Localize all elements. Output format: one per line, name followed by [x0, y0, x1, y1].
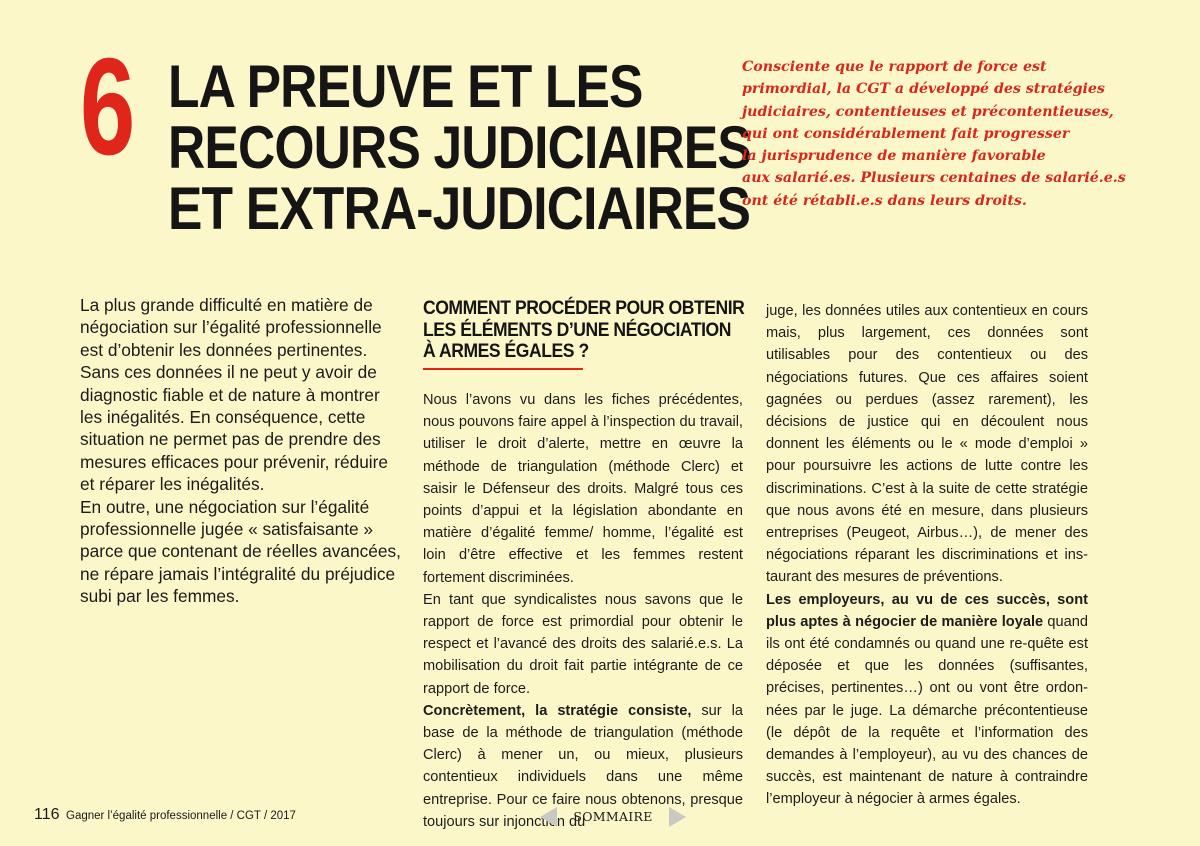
lead-line: Sans ces données il ne peut y avoir de	[80, 362, 377, 383]
section-heading	[423, 298, 747, 363]
lead-line: est d’obtenir les données pertinentes.	[80, 339, 368, 360]
lead-line: parce que contenant de réelles avancées,	[80, 541, 401, 562]
lead-line: les inégalités. En conséquence, cette	[80, 407, 366, 428]
intro-line: ont été rétabli.e.s dans leurs droits.	[742, 192, 1027, 209]
body-paragraph	[766, 589, 1088, 811]
lead-line: En outre, une négociation sur l’égalité	[80, 496, 370, 517]
body-paragraph: En tant que syndicalistes nous savons que le rapport de force est primordial pour obtenir le respect et l’avancé des droits des salarié.e.s. La mobilisation du droit fait partie intégrante de ce rapport de force.	[423, 591, 743, 697]
right-column	[766, 300, 1088, 811]
page-number: 116	[34, 806, 60, 823]
intro-line: judiciaires, contentieuses et précontentieuses,	[742, 103, 1114, 120]
chapter-intro	[742, 56, 1126, 212]
lead-line: et réparer les inégalités.	[80, 474, 265, 495]
intro-line: Consciente que le rapport de force est	[742, 59, 1047, 75]
lead-line: mesures efficaces pour prévenir, réduire	[80, 451, 389, 472]
body-paragraph: juge, les données utiles aux contentieux en cours mais, plus largement, ces données sont utilisables pour des contentieux ou des négociations futures. Que ces affaires soient gagnées ou perdues (assez rarement), les décisions de justice qui en découlent nous donnent les éléments ou le « mode d’emploi » pour poursuivre les actions de lutte contre les discriminations. C’est à la suite de cette stratégie que nous avons été en mesure, dans plusieurs entreprises (Peugeot, Airbus…), de mener des négociations réparant les discriminations et ins-taurant des mesures de préventions.	[766, 303, 1088, 586]
publication-title: Gagner l’égalité professionnelle / CGT / 2017	[66, 810, 296, 822]
chapter-title-line: LA PREUVE ET LES	[168, 53, 643, 120]
lead-line: professionnelle jugée « satisfaisante »	[80, 519, 374, 540]
lead-line: négociation sur l’égalité professionnelle	[80, 317, 382, 338]
summary-link[interactable]: SOMMAIRE	[573, 809, 653, 824]
lead-line: La plus grande difficulté en matière de	[80, 295, 373, 315]
body-paragraph: Nous l’avons vu dans les fiches précédentes, nous pouvons faire appel à l’inspection du travail, utiliser le droit d’alerte, mettre en œuvre la méthode de triangulation (méthode Clerc) et saisir le Défenseur des droits. Malgré tous ces points d’appui et la législation abondante en matière d’égalité femme/ homme, l’égalité est loin d’être effective et les femmes restent fortement discriminées.	[423, 392, 743, 586]
lead-line: diagnostic fiable et de nature à montrer	[80, 384, 380, 405]
intro-line: aux salarié.es. Plusieurs centaines de salarié.e.s	[742, 170, 1126, 187]
body-text: quand ils ont été condamnés ou quand une re-quête est déposée et que les données (suffisantes, précises, pertinentes…) ont ou vont être ordon-nées par le juge. La démarche précontentieuse (le dépôt de la requête et l’information des demandes à l’employeur), au vu des chances de succès, est maintenant de nature à contraindre l’employeur à négocier à armes égales.	[766, 613, 1088, 808]
section-heading-line: À ARMES ÉGALES ?	[423, 340, 589, 362]
chapter-title	[168, 53, 751, 242]
intro-line: qui ont considérablement fait progresser	[742, 125, 1070, 142]
intro-line: primordial, la CGT a développé des stratégies	[742, 81, 1105, 98]
lead-paragraph	[80, 294, 410, 608]
chapter-title-line: RECOURS JUDICIAIRES	[168, 114, 751, 181]
body-text: sur la base de la méthode de triangulation (méthode Clerc) à mener un, ou mieux, plusieurs contentieux individuels dans une même entreprise. Pour ce faire nous obtenons, presque toujours sur injonction du	[423, 702, 744, 830]
chapter-title-line: ET EXTRA-JUDICIAIRES	[168, 175, 751, 242]
emphasis-text: Les employeurs, au vu de ces succès, sont plus aptes à négocier de manière loyale	[766, 591, 1088, 630]
chapter-number: 6	[80, 30, 134, 184]
summary-nav	[540, 806, 686, 828]
section-heading-line: COMMENT PROCÉDER POUR OBTENIR	[423, 297, 745, 319]
lead-line: ne répare jamais l’intégralité du préjudice	[80, 563, 396, 584]
intro-line: la jurisprudence de manière favorable	[742, 148, 1046, 165]
heading-underline	[423, 368, 583, 370]
lead-line: situation ne permet pas de prendre des	[80, 429, 381, 450]
lead-line: subi par les femmes.	[80, 586, 240, 607]
middle-column	[423, 389, 743, 833]
section-heading-line: LES ÉLÉMENTS D’UNE NÉGOCIATION	[423, 318, 731, 341]
next-page-arrow-icon[interactable]	[669, 807, 686, 827]
emphasis-text: Concrètement, la stratégie consiste,	[423, 702, 692, 719]
